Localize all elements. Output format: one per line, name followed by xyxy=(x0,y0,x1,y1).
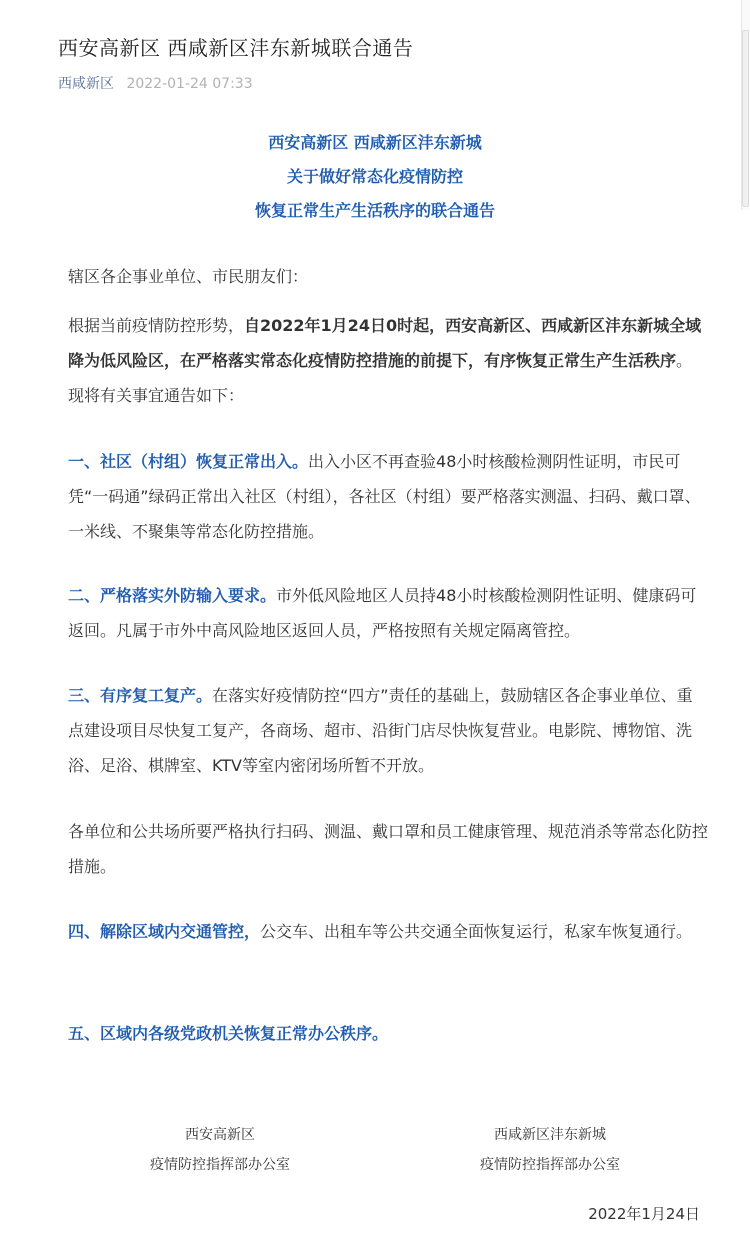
publish-timestamp: 2022-01-24 07:33 xyxy=(126,76,253,92)
intro-paragraph xyxy=(68,308,708,413)
headline-line-1: 西安高新区 西咸新区沣东新城 xyxy=(268,133,482,152)
item-3-heading: 三、有序复工复产。 xyxy=(68,686,213,705)
signature-left-office: 疫情防控指挥部办公室 xyxy=(150,1157,290,1173)
item-1-text: 出入小区不再查验48小时核酸检测阴性证明，市民可凭“一码通”绿码正常出入社区（村组），各社区（村组）要严格落实测温、扫码、戴口罩、一米线、不聚集等常态化防控措施。 xyxy=(68,452,701,541)
item-4-paragraph xyxy=(68,914,708,949)
item-2-paragraph xyxy=(68,578,708,648)
item-1-heading: 一、社区（村组）恢复正常出入。 xyxy=(68,452,309,471)
item-1-paragraph xyxy=(68,444,708,549)
salutation: 辖区各企事业单位、市民朋友们： xyxy=(68,267,309,286)
intro-bold: 自2022年1月24日0时起，西安高新区、西咸新区沣东新城全域降为低风险区，在严格落实常态化疫情防控措施的前提下，有序恢复正常生产生活秩序 xyxy=(68,316,702,370)
item-5-paragraph xyxy=(68,1016,708,1051)
headline-line-2: 关于做好常态化疫情防控 xyxy=(286,167,463,186)
signature-right-office: 疫情防控指挥部办公室 xyxy=(480,1157,620,1173)
item-2-text: 市外低风险地区人员持48小时核酸检测阴性证明、健康码可返回。凡属于市外中高风险地区返回人员，严格按照有关规定隔离管控。 xyxy=(68,586,697,640)
headline-line-3: 恢复正常生产生活秩序的联合通告 xyxy=(254,201,495,220)
article-meta xyxy=(58,73,253,93)
item-3-paragraph xyxy=(68,678,708,783)
item-3-text: 在落实好疫情防控“四方”责任的基础上，鼓励辖区各企事业单位、重点建设项目尽快复工复产，各商场、超市、沿街门店尽快恢复营业。电影院、博物馆、洗浴、足浴、棋牌室、KTV等室内密闭场所暂不开放。 xyxy=(68,686,693,775)
note-paragraph: 各单位和公共场所要严格执行扫码、测温、戴口罩和员工健康管理、规范消杀等常态化防控措施。 xyxy=(68,822,709,876)
article-title: 西安高新区 西咸新区沣东新城联合通告 xyxy=(58,36,414,60)
item-2-heading: 二、严格落实外防输入要求。 xyxy=(68,586,277,605)
source-link[interactable]: 西咸新区 xyxy=(58,76,114,92)
signature-date: 2022年1月24日 xyxy=(588,1205,700,1223)
item-4-heading: 四、解除区域内交通管控， xyxy=(68,922,261,941)
item-4-text: 公交车、出租车等公共交通全面恢复运行，私家车恢复通行。 xyxy=(260,922,693,941)
signature-left-org: 西安高新区 xyxy=(185,1127,255,1143)
intro-pre: 根据当前疫情防控形势， xyxy=(68,316,245,335)
item-5-heading: 五、区域内各级党政机关恢复正常办公秩序。 xyxy=(68,1024,389,1043)
signature-right-org: 西咸新区沣东新城 xyxy=(494,1127,606,1143)
intro-post: 。现将有关事宜通告如下： xyxy=(68,351,693,405)
